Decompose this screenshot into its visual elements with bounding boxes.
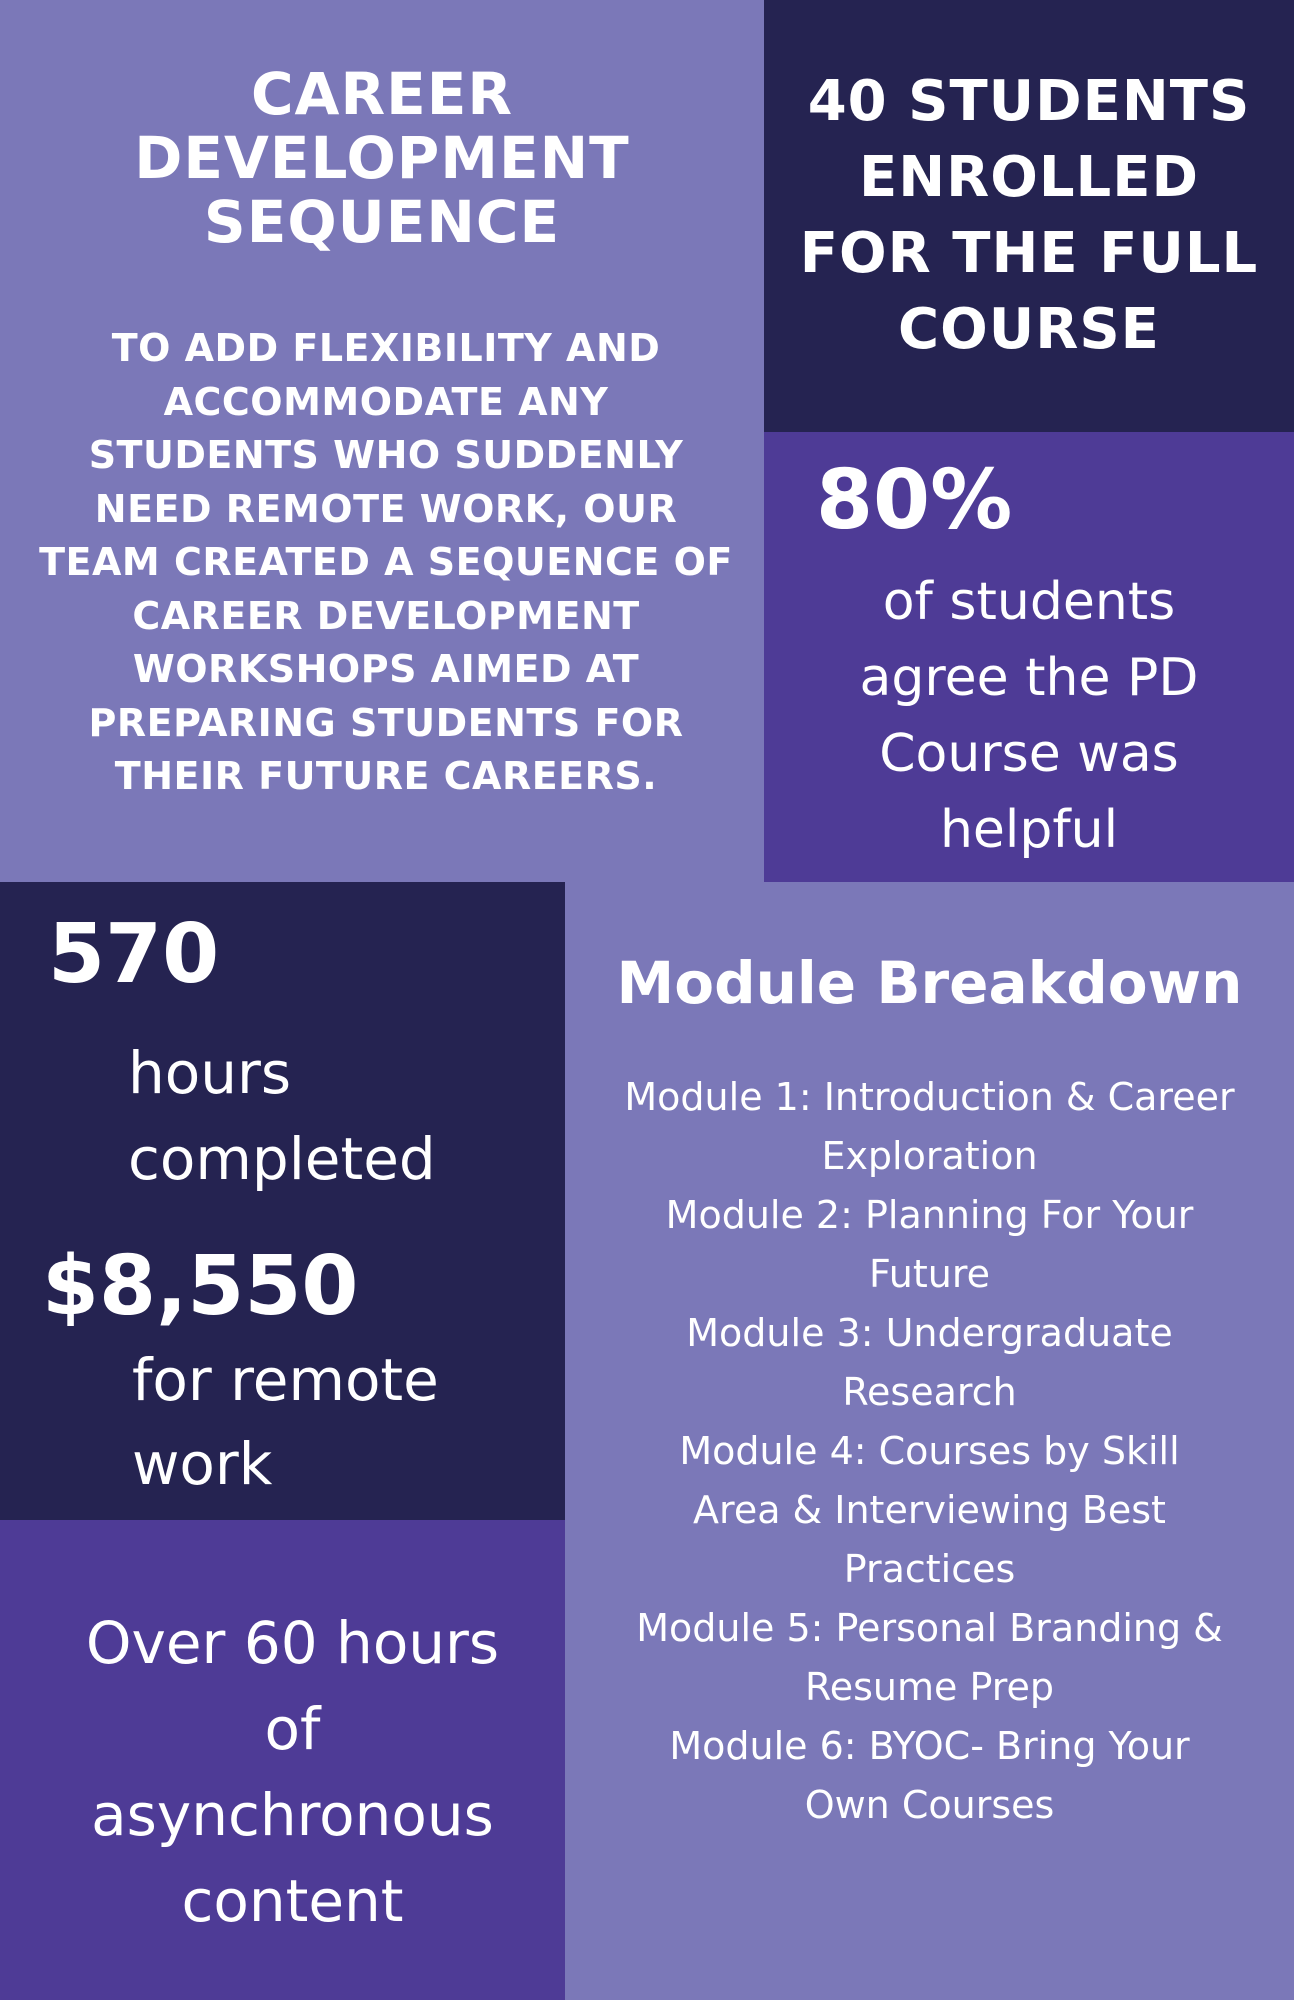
modules-panel: [565, 882, 1294, 2000]
list-item: Module 5: Personal Branding & Resume Prep: [636, 1606, 1223, 1709]
hours-value: 570: [48, 907, 220, 1002]
intro-description: TO ADD FLEXIBILITY AND ACCOMMODATE ANY STUDENTS WHO SUDDENLY NEED REMOTE WORK, OUR TEAM CREATED A SEQUENCE OF CAREER DEVELOPMENT WORKSHOPS AIMED AT PREPARING STUDENTS FOR THEIR FUTURE CAREERS.: [39, 326, 733, 798]
list-item: Module 1: Introduction & Career Exploration: [624, 1075, 1235, 1178]
list-item: Module 4: Courses by Skill Area & Interviewing Best Practices: [679, 1429, 1180, 1591]
enrolled-stat: 40 STUDENTS ENROLLED FOR THE FULL COURSE: [799, 69, 1259, 362]
list-item: Module 6: BYOC- Bring Your Own Courses: [669, 1724, 1190, 1827]
intro-panel: [0, 0, 764, 882]
hours-caption: hours completed: [128, 1039, 436, 1193]
page-title: CAREER DEVELOPMENT SEQUENCE: [134, 60, 630, 256]
agreement-caption: of students agree the PD Course was helpful: [859, 572, 1199, 860]
list-item: Module 3: Undergraduate Research: [686, 1311, 1173, 1414]
funding-caption: for remote work: [132, 1346, 439, 1498]
enrolled-panel: [764, 0, 1294, 432]
hours-panel: [0, 882, 565, 1520]
async-panel: [0, 1520, 565, 2000]
funding-value: $8,550: [42, 1239, 359, 1334]
async-content-stat: Over 60 hours of asynchronous content: [85, 1609, 500, 1935]
modules-heading: Module Breakdown: [616, 949, 1243, 1017]
list-item: Module 2: Planning For Your Future: [665, 1193, 1194, 1296]
agreement-panel: [764, 432, 1294, 882]
agreement-percent: 80%: [816, 453, 1013, 548]
module-list: [575, 1068, 1284, 1835]
